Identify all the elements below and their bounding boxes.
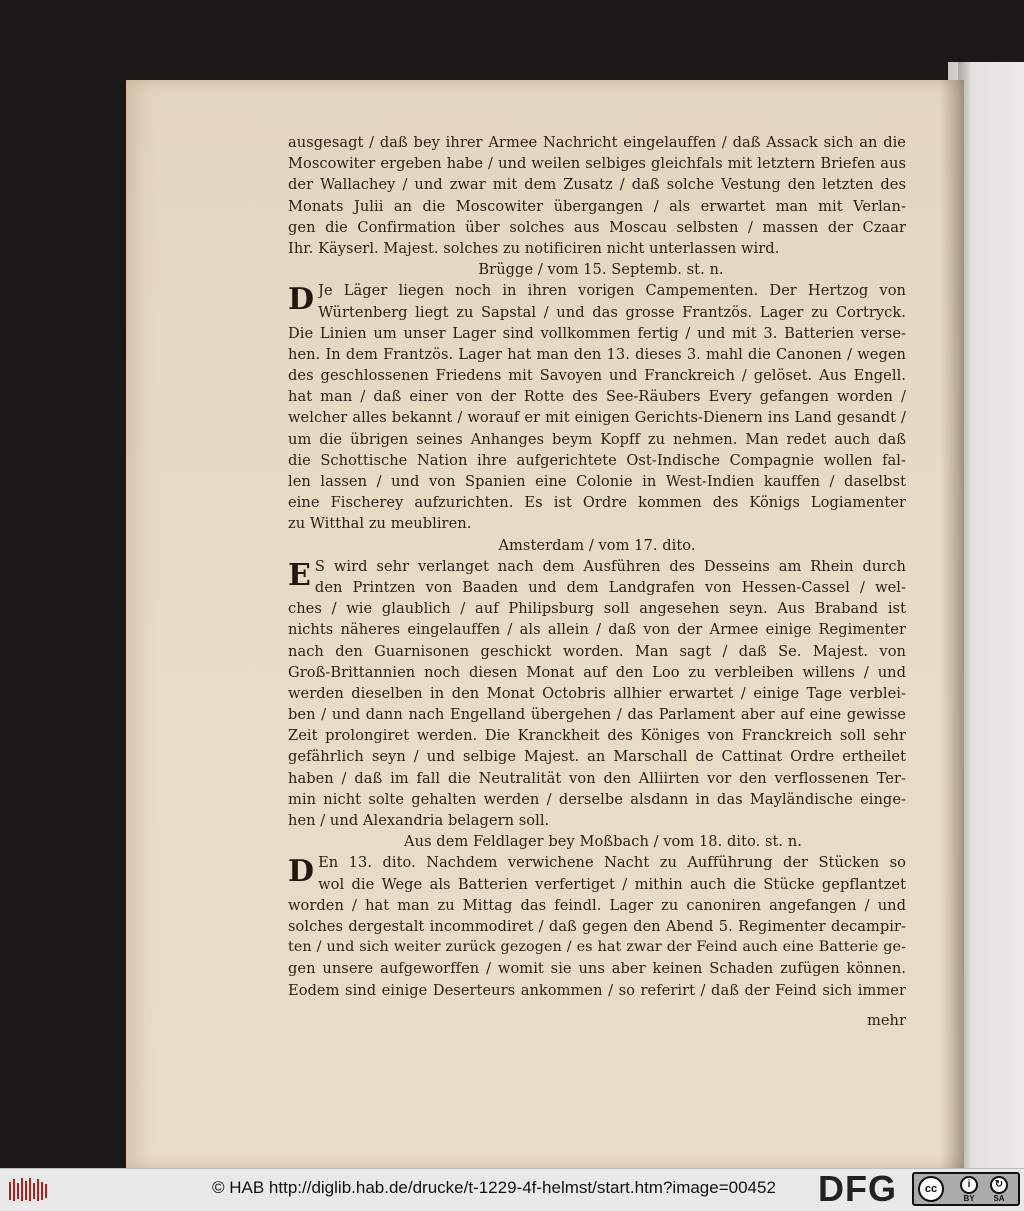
page-fold-shadow (940, 80, 964, 1168)
text-line: Würtenberg liegt zu Sapstal / und das grosse Frantzös. Lager zu Cortryck. (318, 303, 906, 321)
text-line: Je Läger liegen noch in ihren vorigen Campementen. Der Hertzog von (318, 282, 906, 300)
text-line: gen unsere aufgeworffen / womit sie uns aber keinen Schaden zufügen können. (288, 960, 906, 978)
dropcap-brugge: D (288, 282, 315, 318)
paragraph-amsterdam (288, 556, 906, 831)
text-line: Groß-Brittannien noch diesen Monat auf den Loo zu verbleiben willens / und (288, 663, 906, 681)
heading-amsterdam: Amsterdam / vom 17. dito. (498, 536, 696, 554)
dropcap-feldlager: D (288, 854, 315, 890)
text-line: gefährlich seyn / und selbige Majest. an Marschall de Cattinat Ordre ertheilet (288, 748, 906, 766)
paragraph-intro (288, 132, 906, 259)
text-line: min nicht solte gehalten werden / derselbe alsdann in das Mayländische einge- (288, 790, 906, 808)
text-line: die Schottische Nation ihre aufgerichtete Ost-Indische Compagnie wollen fal- (288, 451, 906, 469)
text-line: len lassen / und von Spanien eine Colonie in West-Indien kauffen / daselbst (288, 473, 906, 490)
sa-label: SA (993, 1194, 1005, 1203)
text-line: nichts näheres eingelauffen / als allein / daß von der Armee einige Regimenter (288, 621, 906, 639)
text-line: werden dieselben in den Monat Octobris allhier erwartet / einige Tage verblei- (288, 684, 906, 702)
text-line: welcher alles bekannt / worauf er mit einigen Gerichts-Dienern ins Land gesandt / (288, 409, 906, 427)
person-icon: i (960, 1176, 978, 1194)
text-line: Monats Julii an die Moscowiter übergangen / als erwartet man mit Verlan- (288, 197, 906, 215)
dfg-logo[interactable]: DFG (818, 1168, 897, 1209)
text-line: ches / wie glaublich / auf Philipsburg soll angesehen seyn. Aus Braband ist (288, 600, 906, 618)
text-line: ten / und sich weiter zurück gezogen / es hat zwar der Feind auch eine Batterie ge- (288, 939, 906, 956)
feldlager-capped-lines (288, 852, 906, 894)
text-line: Die Linien um unser Lager sind vollkommen fertig / und mit 3. Batterien verse- (288, 324, 906, 342)
text-line: S wird sehr verlanget nach dem Ausführen des Desseins am Rhein durch (314, 557, 906, 575)
text-line: hen / und Alexandria belagern soll. (288, 812, 550, 829)
text-line: hat man / daß einer von der Rotte des See-Räubers Every gefangen worden / (288, 388, 906, 406)
dropcap-amsterdam: E (288, 557, 311, 593)
by-label: BY (963, 1194, 975, 1203)
paragraph-brugge (288, 280, 906, 534)
text-line: Ihr. Käyserl. Majest. solches zu notificiren nicht unterlassen wird. (288, 239, 780, 257)
text-line: gen die Confirmation über solches aus Moscau selbsten / massen der Czaar (288, 218, 906, 236)
text-line: ausgesagt / daß bey ihrer Armee Nachricht eingelauffen / daß Assack sich an die (288, 134, 906, 151)
text-line: nach den Guarnisonen geschickt worden. Man sagt / daß Se. Majest. von (288, 642, 906, 660)
text-line: um die übrigen seines Anhanges beym Kopff zu nehmen. Man redet auch daß (288, 430, 906, 448)
text-line: den Printzen von Baaden und dem Landgrafen von Hessen-Cassel / wel- (314, 578, 906, 596)
cc-icon: cc (918, 1176, 944, 1202)
catchword: mehr (866, 1011, 906, 1029)
heading-feldlager: Aus dem Feldlager bey Moßbach / vom 18. dito. st. n. (404, 833, 802, 851)
share-alike-icon: ↻ (990, 1176, 1008, 1194)
cc-license-badge[interactable] (912, 1172, 1020, 1206)
amsterdam-lines (288, 598, 906, 831)
brugge-capped-lines (288, 280, 906, 322)
text-line: En 13. dito. Nachdem verwichene Nacht zu Aufführung der Stücken so (318, 854, 906, 872)
text-line: hen. In dem Frantzös. Lager hat man den 13. dieses 3. mahl die Canonen / wegen (288, 345, 906, 363)
text-line: Eodem sind einige Deserteurs ankommen / so referirt / daß der Feind sich immer (288, 981, 906, 999)
page-text (288, 132, 906, 1031)
paragraph-feldlager (288, 852, 906, 1000)
text-line: worden / hat man zu Mittag das feindl. Lager zu canoniren angefangen / und (288, 896, 906, 914)
text-line: ben / und dann nach Engelland übergehen / das Parlament aber auf eine gewisse (288, 706, 906, 724)
text-line: der Wallachey / und zwar mit dem Zusatz / daß solche Vestung den letzten des (288, 176, 906, 194)
text-line: zu Witthal zu meubliren. (288, 515, 472, 533)
text-line: haben / daß im fall die Neutralität von den Alliirten vor den verflossenen Ter- (288, 769, 906, 787)
amsterdam-capped-lines (288, 556, 906, 598)
text-line: des geschlossenen Friedens mit Savoyen und Franckreich / gelöset. Aus Engell. (288, 367, 906, 385)
text-line: eine Fischerey aufzurichten. Es ist Ordre kommen des Königs Logiamenter (288, 494, 906, 512)
copyright-link[interactable]: © HAB http://diglib.hab.de/drucke/t-1229-4f-helmst/start.htm?image=00452 (212, 1178, 776, 1197)
text-line: solches dergestalt incommodiret / daß gegen den Abend 5. Regimenter decampir- (288, 917, 906, 935)
text-line: Moscowiter ergeben habe / und weilen selbiges gleichfals mit letztern Briefen aus (288, 155, 906, 173)
text-line: wol die Wege als Batterien verfertiget / mithin auch die Stücke gepflantzet (318, 875, 906, 893)
hab-logo-icon[interactable] (6, 1174, 50, 1206)
heading-brugge: Brügge / vom 15. Septemb. st. n. (478, 261, 724, 279)
feldlager-lines (288, 895, 906, 1001)
brugge-lines (288, 323, 906, 535)
text-line: Zeit prolongiret werden. Die Kranckheit des Königes von Franckreich soll sehr (288, 727, 906, 745)
